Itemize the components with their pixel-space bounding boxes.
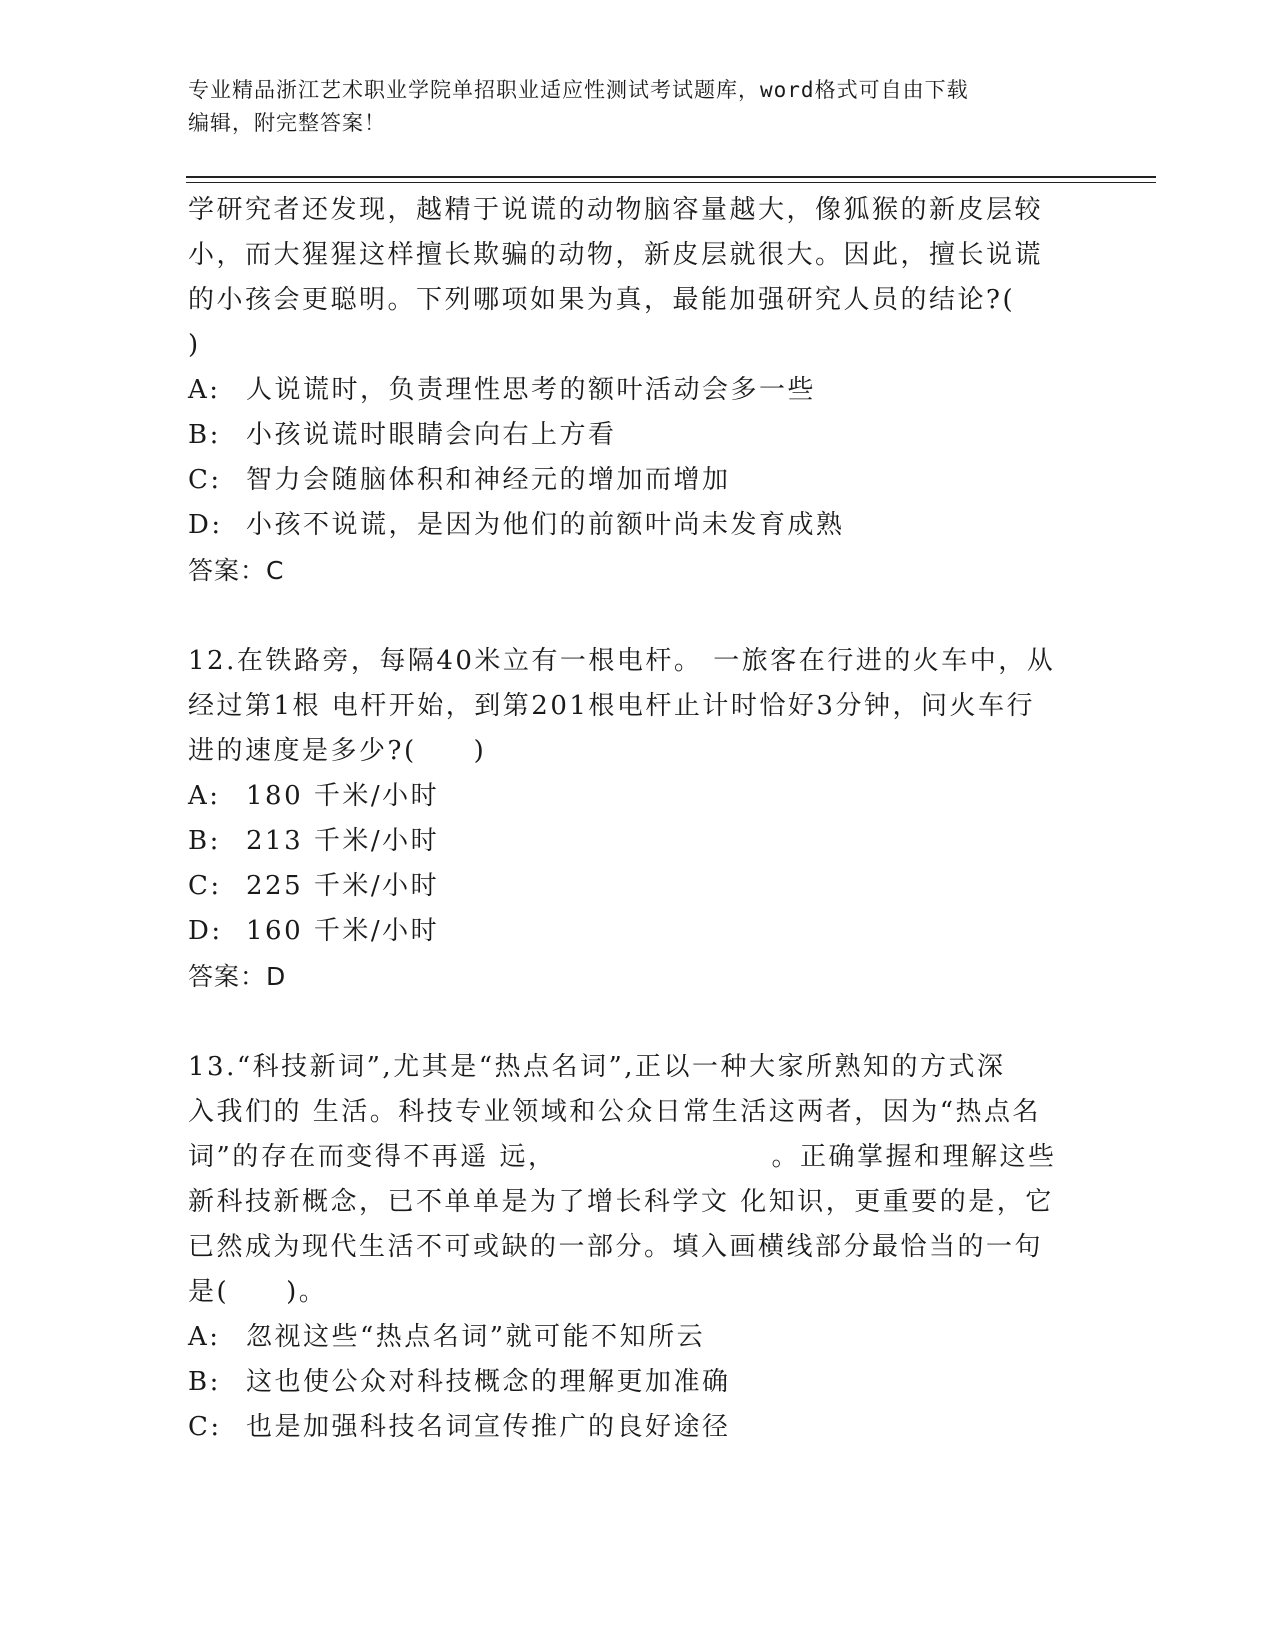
option-key: A: [188,375,221,405]
question-text-line: 词”的存在而变得不再遥 远， 。正确掌握和理解这些 [188,1142,1057,1172]
option-key: C: [188,1412,222,1442]
option-text: 小孩不说谎，是因为他们的前额叶尚未发育成熟 [246,510,845,540]
option-a [188,774,1088,819]
spacer [188,593,1088,639]
option-key: A: [188,781,221,811]
option-text: 213 千米/小时 [246,826,440,856]
option-text: 180 千米/小时 [246,781,440,811]
option-text: 225 千米/小时 [246,871,440,901]
question-text-line: 已然成为现代生活不可或缺的一部分。填入画横线部分最恰当的一句 [188,1232,1044,1262]
question-text-line: 学研究者还发现，越精于说谎的动物脑容量越大，像狐猴的新皮层较 [188,195,1044,225]
option-key: A: [188,1322,221,1352]
option-b [188,413,1088,458]
option-key: B: [188,420,221,450]
option-key: D: [188,916,223,946]
question-text-line: ) [188,330,201,360]
question-text-line: 是( )。 [188,1277,328,1307]
question-text-line: 进的速度是多少?( ) [188,736,487,766]
header-rule-thick [186,176,1156,178]
page-header [188,74,1068,140]
header-rule-thin [186,182,1156,183]
option-c [188,458,1088,503]
option-d [188,503,1088,548]
header-line-2: 编辑，附完整答案！ [188,111,386,135]
option-key: D: [188,510,223,540]
option-c [188,1405,1088,1450]
option-text: 人说谎时，负责理性思考的额叶活动会多一些 [246,375,817,405]
option-text: 160 千米/小时 [246,916,440,946]
answer-label: 答案：D [188,962,287,991]
header-line-1: 专业精品浙江艺术职业学院单招职业适应性测试考试题库，word格式可自由下载 [188,78,969,102]
question-11 [188,188,1088,593]
option-text: 小孩说谎时眼睛会向右上方看 [246,420,617,450]
option-text: 智力会随脑体积和神经元的增加而增加 [246,465,731,495]
option-b [188,1360,1088,1405]
document-body [188,188,1088,1450]
option-key: C: [188,871,222,901]
option-a [188,368,1088,413]
question-12 [188,639,1088,999]
option-key: C: [188,465,222,495]
question-text-line: 小，而大猩猩这样擅长欺骗的动物，新皮层就很大。因此，擅长说谎 [188,240,1044,270]
option-c [188,864,1088,909]
question-text-line: 13.“科技新词”,尤其是“热点名词”,正以一种大家所熟知的方式深 [188,1052,1006,1082]
spacer [188,999,1088,1045]
option-a [188,1315,1088,1360]
option-key: B: [188,826,221,856]
question-text-line: 的小孩会更聪明。下列哪项如果为真，最能加强研究人员的结论?( [188,285,1016,315]
question-text-line: 入我们的 生活。科技专业领域和公众日常生活这两者，因为“热点名 [188,1097,1042,1127]
question-13 [188,1045,1088,1450]
option-b [188,819,1088,864]
option-text: 忽视这些“热点名词”就可能不知所云 [246,1322,706,1352]
option-d [188,909,1088,954]
answer-label: 答案：C [188,556,285,585]
question-text-line: 新科技新概念，已不单单是为了增长科学文 化知识，更重要的是，它 [188,1187,1054,1217]
option-text: 这也使公众对科技概念的理解更加准确 [246,1367,731,1397]
question-text-line: 12.在铁路旁，每隔40米立有一根电杆。 一旅客在行进的火车中，从 [188,646,1056,676]
question-text-line: 经过第1根 电杆开始，到第201根电杆止计时恰好3分钟，问火车行 [188,691,1035,721]
option-key: B: [188,1367,221,1397]
option-text: 也是加强科技名词宣传推广的良好途径 [246,1412,731,1442]
